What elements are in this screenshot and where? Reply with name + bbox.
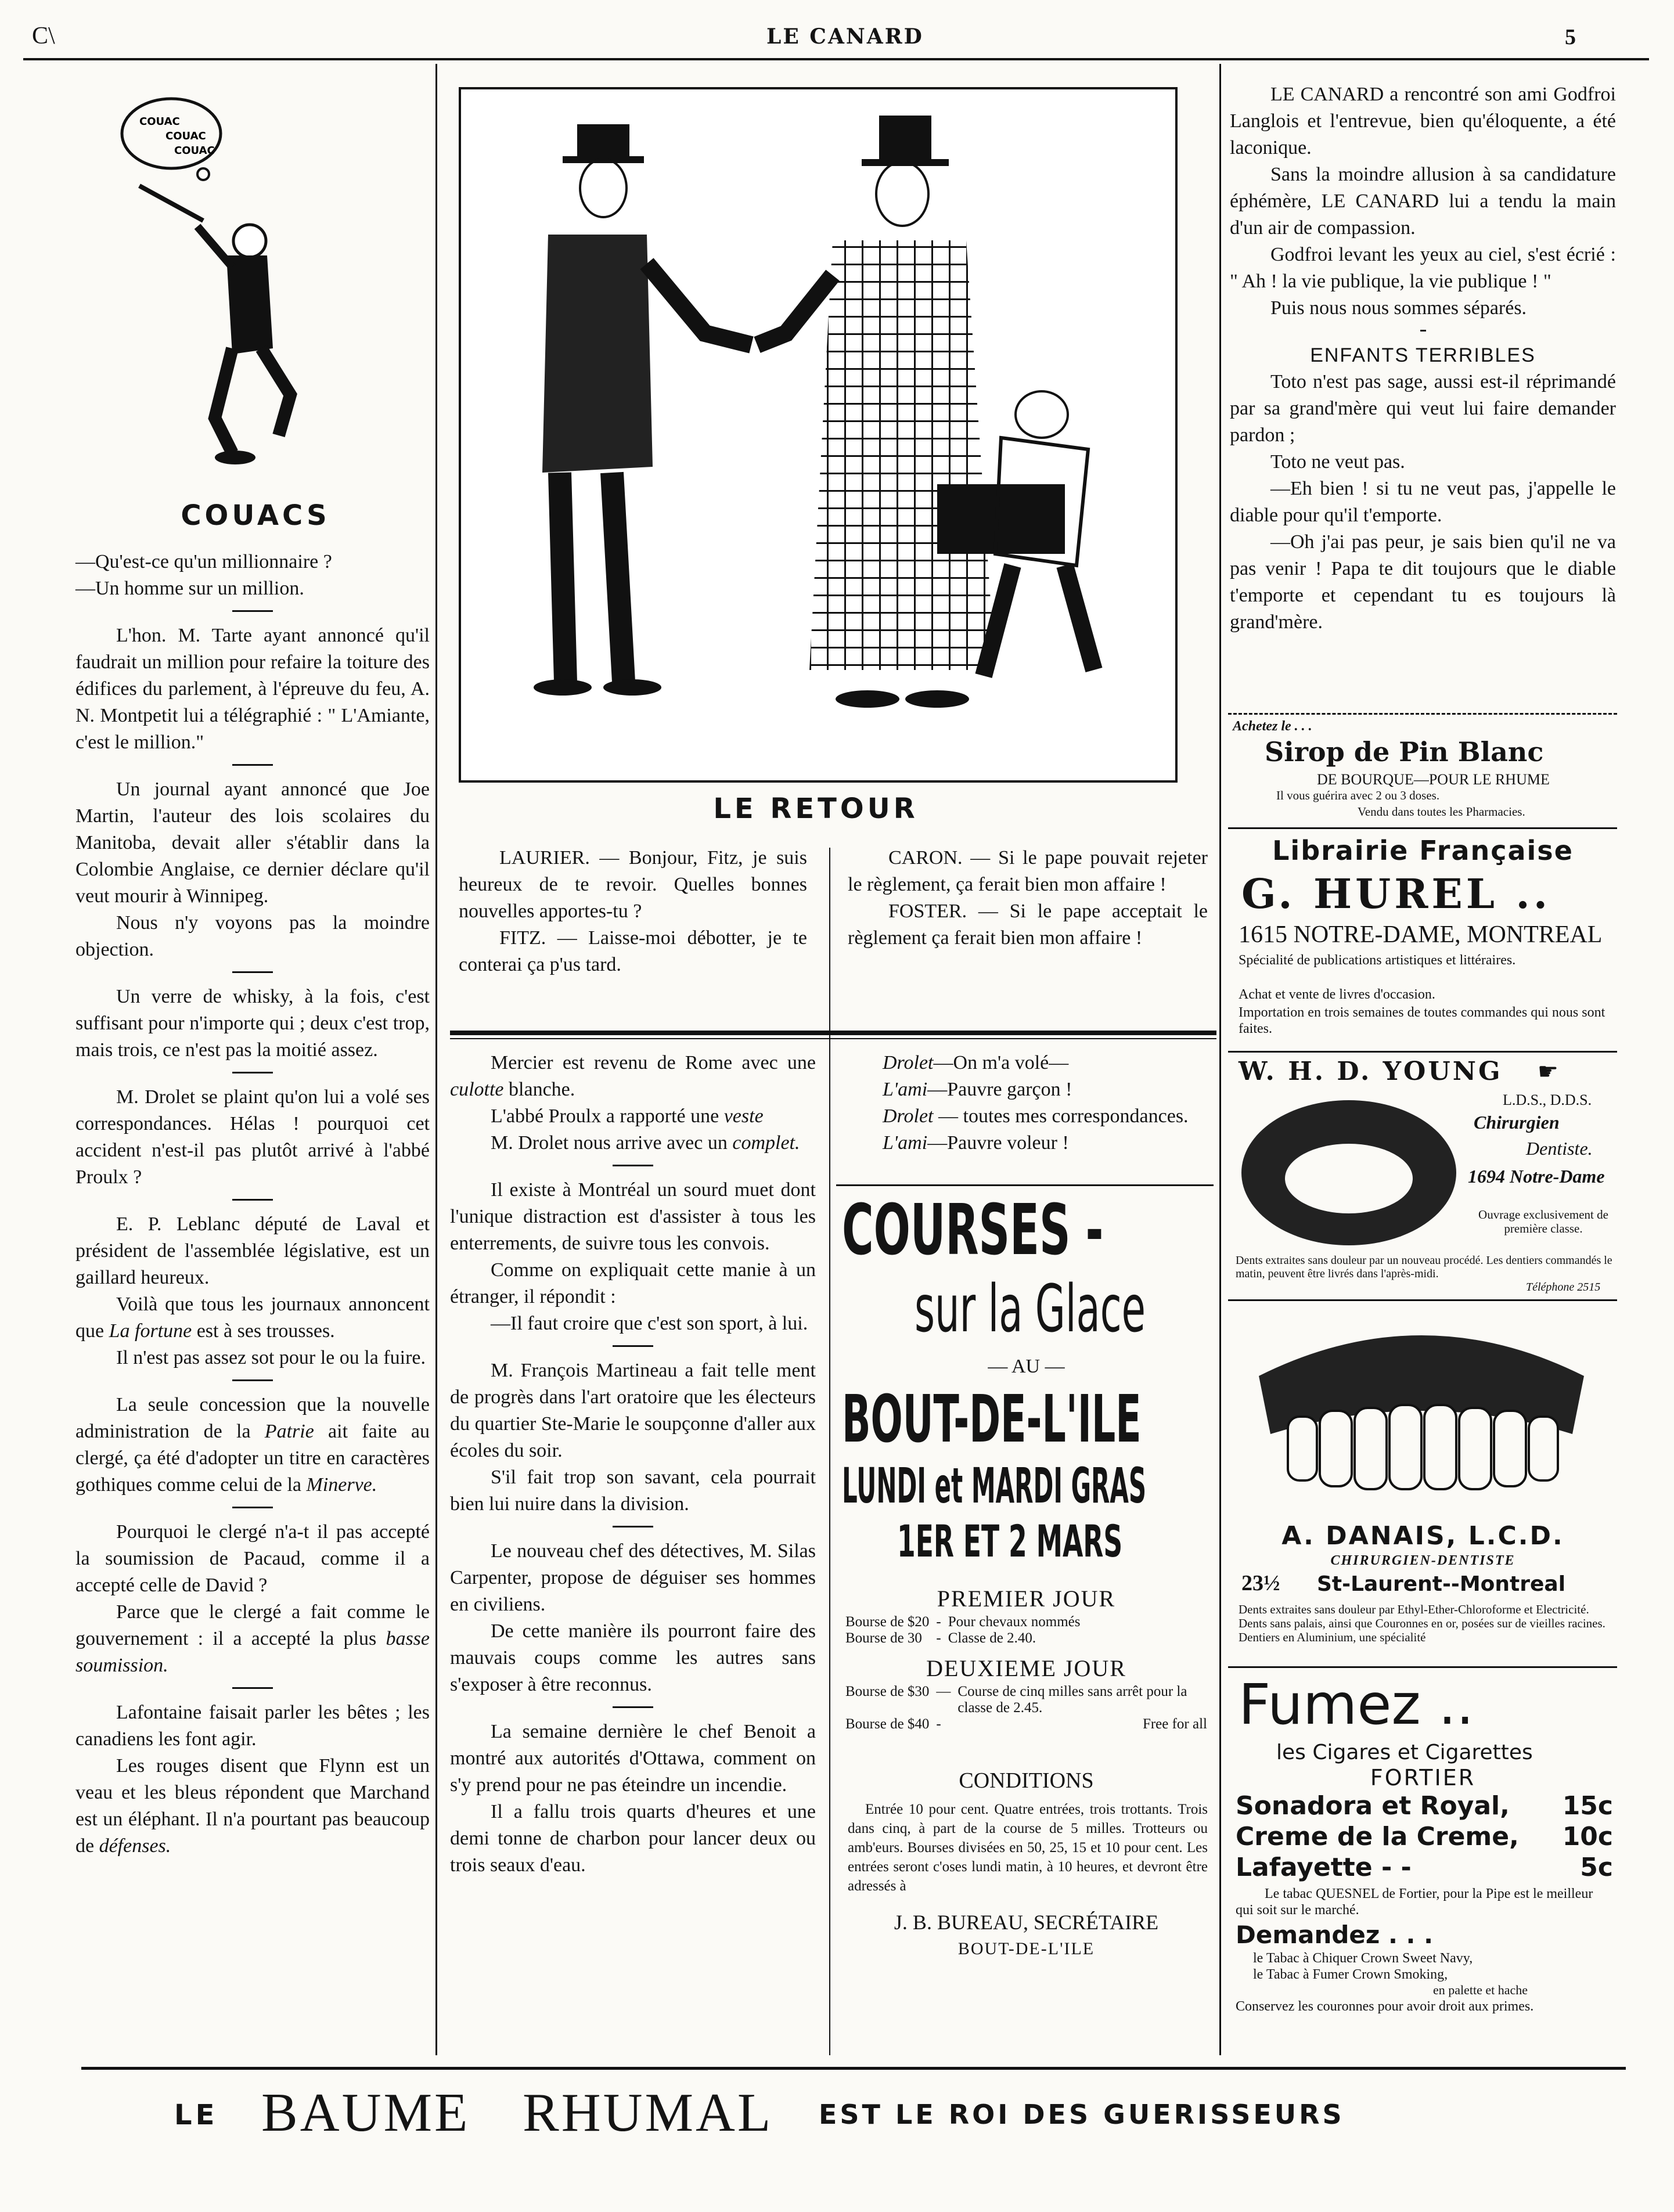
courses-au: — AU — — [988, 1356, 1065, 1377]
danais-name: A. DANAIS, L.C.D. — [1281, 1521, 1564, 1551]
col1-p19: Lafontaine faisait parler les bêtes ; les canadiens les font agir. — [75, 1702, 430, 1750]
col3-p0: LE CANARD a rencontré son ami Godfroi Langlois et l'entrevue, bien qu'éloquente, a été laconique. — [1230, 84, 1616, 158]
header-left-mark: C\ — [32, 23, 55, 49]
young-addr: 1694 Notre-Dame — [1468, 1166, 1605, 1187]
retour-bottom-rule-2 — [450, 1038, 1216, 1039]
young-deg: L.D.S., D.D.S. — [1503, 1091, 1592, 1108]
col1-p11: Il n'est pas assez sot pour le ou la fuire. — [116, 1347, 426, 1368]
young-ad — [1230, 1057, 1616, 1300]
courses-day1-title: PREMIER JOUR — [937, 1586, 1116, 1612]
col3-text — [1230, 81, 1616, 636]
fumez-sub: les Cigares et Cigarettes — [1276, 1741, 1533, 1764]
danais-t1: CHIRURGIEN-DENTISTE — [1330, 1553, 1515, 1568]
fumez-d2: le Tabac à Fumer Crown Smoking, — [1253, 1967, 1448, 1982]
courses-line2: sur la Glace — [915, 1271, 1146, 1347]
danais-num: 23½ — [1241, 1571, 1280, 1595]
couacs-cartoon — [116, 93, 348, 482]
retour-rule-mid — [829, 848, 830, 1022]
banner-rest: EST LE ROI DES GUERISSEURS — [819, 2099, 1345, 2130]
hurel-ad — [1230, 835, 1616, 1055]
courses-line4: LUNDI et MARDI GRAS — [842, 1457, 1147, 1514]
fumez-row-2: Creme de la Creme, 10c — [1236, 1822, 1613, 1851]
enfants-title: ENFANTS TERRIBLES — [1310, 344, 1536, 366]
young-name: W. H. D. YOUNG — [1239, 1057, 1503, 1086]
retour-caron: CARON. — Si le pape pouvait rejeter le règlement, ça ferait bien mon affaire ! — [848, 847, 1208, 895]
young-t2: Dentiste. — [1526, 1138, 1593, 1159]
col3-dashed-rule — [1228, 713, 1617, 715]
column-rule-1 — [435, 64, 437, 2055]
col2-p13: De cette manière ils pourront faire des mauvais coups comme les autres sans s'exposer à être reconnus. — [450, 1620, 816, 1695]
col1-p17: Parce que le clergé a fait comme le gouvernement : il a accepté la plus basse soumission. — [75, 1601, 430, 1676]
hurel-line1: Librairie Française — [1272, 835, 1574, 866]
retour-fitz: FITZ. — Laisse-moi débotter, je te conterai ça p'us tard. — [459, 927, 807, 975]
dialog-line-1: Drolet—On m'a volé— — [883, 1052, 1069, 1073]
teeth-illustration-2 — [1247, 1318, 1596, 1510]
hurel-t3: Importation en trois semaines de toutes commandes qui nous sont faites. — [1239, 1005, 1605, 1036]
fumez-brand: FORTIER — [1370, 1765, 1476, 1791]
col3-p2: Godfroi levant les yeux au ciel, s'est écrié : " Ah ! la vie publique, la vie publique ! " — [1230, 244, 1616, 292]
col2-p15: Il a fallu trois quarts d'heures et une demi tonne de charbon pour lancer deux ou trois seaux d'eau. — [450, 1801, 816, 1876]
col3-p3: Puis nous nous sommes séparés. — [1270, 297, 1527, 319]
young-t1: Chirurgien — [1474, 1112, 1560, 1133]
sirop-line1: DE BOURQUE—POUR LE RHUME — [1317, 771, 1550, 788]
col2-text — [450, 1050, 816, 1879]
day2-row: Bourse de $40 - Free for all — [845, 1716, 1207, 1732]
fumez-t2: Conservez les couronnes pour avoir droit aux primes. — [1236, 1999, 1534, 2014]
hurel-t1: Spécialité de publications artistiques et littéraires. — [1239, 953, 1516, 968]
col2-p0: Mercier est revenu de Rome avec une culotte blanche. — [450, 1052, 816, 1100]
retour-foster: FOSTER. — Si le pape acceptait le règlement ça ferait bien mon affaire ! — [848, 900, 1208, 949]
fumez-t1: Le tabac QUESNEL de Fortier, pour la Pipe est le meilleur qui soit sur le marché. — [1236, 1886, 1593, 1918]
col1-p6: M. Drolet se plaint qu'on lui a volé ses correspondances. Hélas ! pourquoi cet accident n'est-il pas plutôt arrivé à l'abbé Proulx ? — [75, 1086, 430, 1188]
col1-p0: —Qu'est-ce qu'un millionnaire ? — [75, 551, 332, 572]
courses-conditions-text: Entrée 10 pour cent. Quatre entrées, trois trottants. Trois dans cinq, à part de la course de 5 milles. Trotteurs ou amb'eurs. Bourses divisées en 50, 25, 15 et 10 pour cent. Les entrées seront c'oses lundi matin, à 10 heures, et devront être adressés à — [848, 1802, 1208, 1894]
col3-e3: —Oh j'ai pas peur, je sais bien qu'il ne va pas venir ! Papa te dit toujours que le diable t'emporte et cependant tu es toujours là grand'mère. — [1230, 531, 1616, 633]
courses-day1-table — [842, 1614, 1083, 1647]
teeth-illustration-1 — [1236, 1091, 1462, 1254]
dialog-line-2: L'ami—Pauvre garçon ! — [883, 1079, 1072, 1100]
fumez-title: Fumez .. — [1239, 1672, 1474, 1737]
fumez-d1: le Tabac à Chiquer Crown Sweet Navy, — [1253, 1951, 1473, 1966]
bubble-text-3: COUAC — [174, 145, 215, 157]
banner-baume: BAUME — [261, 2083, 470, 2143]
col2-p10: M. François Martineau a fait telle ment de progrès dans l'art oratoire que les électeurs du quartier Ste-Marie le soupçonne d'aller aux écoles du soir. — [450, 1360, 816, 1461]
page-number: 5 — [1565, 25, 1576, 49]
retour-illustration-frame — [459, 87, 1178, 783]
young-t4: Dents extraites sans douleur par un nouveau procédé. Les dentiers commandés le matin, peuvent être livrés dans l'après-midi. — [1236, 1254, 1612, 1280]
fumez-d3: en palette et hache — [1433, 1983, 1528, 1997]
day1-row: Bourse de $20 - Pour chevaux nommés — [845, 1614, 1081, 1630]
day2-row: Bourse de $30 — Course de cinq milles sans arrêt pour la classe de 2.45. — [845, 1684, 1187, 1716]
retour-right — [848, 845, 1208, 952]
col3-p1: Sans la moindre allusion à sa candidature éphémère, LE CANARD lui a tendu la main d'un air de compassion. — [1230, 164, 1616, 239]
retour-laurier: LAURIER. — Bonjour, Fitz, je suis heureux de te revoir. Quelles bonnes nouvelles apportes-tu ? — [459, 847, 807, 922]
courses-line5: 1ER ET 2 MARS — [897, 1515, 1123, 1567]
dialog-block — [842, 1050, 1208, 1157]
col2-p9: —Il faut croire que c'est son sport, à lui. — [491, 1313, 808, 1334]
col1-p5: Un verre de whisky, à la fois, c'est suffisant pour n'importe qui ; deux c'est trop, mais trois, ce n'est pas la moitié assez. — [75, 986, 430, 1061]
sirop-line2: Il vous guérira avec 2 ou 3 doses. — [1276, 788, 1440, 802]
banner-top-rule — [81, 2067, 1626, 2070]
sirop-rule — [1228, 827, 1617, 829]
col1-p4: Nous n'y voyons pas la moindre objection. — [75, 912, 430, 960]
sirop-ad — [1230, 719, 1616, 835]
column-rule-2 — [1219, 64, 1221, 2055]
col3-e0: Toto n'est pas sage, aussi est-il réprimandé par sa grand'mère qui veut lui faire demander pardon ; — [1230, 371, 1616, 446]
column-rule-mid — [829, 865, 830, 2055]
danais-addr: St-Laurent--Montreal — [1317, 1572, 1566, 1596]
danais-ad — [1230, 1306, 1616, 1644]
young-t3: Ouvrage exclusivement de première classe. — [1478, 1208, 1608, 1235]
col1-p16: Pourquoi le clergé n'a-t il pas accepté la soumission de Pacaud, comme il a accepté celle de David ? — [75, 1521, 430, 1596]
banner-le: LE — [174, 2099, 218, 2131]
fumez-ad — [1230, 1672, 1616, 2055]
retour-left — [459, 845, 807, 978]
banner-rhumal: RHUMAL — [523, 2083, 773, 2143]
sirop-lead: Achetez le . . . — [1233, 719, 1312, 734]
thought-bubble-dot — [197, 168, 209, 180]
retour-bottom-rule — [450, 1031, 1216, 1035]
hurel-address: 1615 NOTRE-DAME, MONTREAL — [1239, 921, 1603, 948]
courses-ad — [839, 1190, 1214, 2061]
header-rule — [23, 58, 1649, 60]
bubble-text-1: COUAC — [139, 116, 180, 128]
col1-p12: La seule concession que la nouvelle administration de la Patrie ait faite au clergé, ça été d'adopter un titre en caractères gothiques comme celui de la Minerve. — [75, 1394, 430, 1496]
day1-row: Bourse de 30 - Classe de 2.40. — [845, 1630, 1036, 1646]
retour-illustration — [461, 89, 1175, 780]
col2-p11: S'il fait trop son savant, cela pourrait bien lui nuire dans la division. — [450, 1467, 816, 1515]
young-rule — [1228, 1299, 1617, 1301]
courses-conditions-title: CONDITIONS — [959, 1768, 1094, 1793]
fumez-row-3: Lafayette - - 5c — [1236, 1853, 1613, 1882]
fumez-row-1: Sonadora et Royal, 15c — [1236, 1791, 1613, 1821]
col2-p5: M. Drolet nous arrive avec un complet. — [491, 1132, 800, 1154]
bubble-text-2: COUAC — [165, 130, 206, 142]
courses-day2-title: DEUXIEME JOUR — [926, 1655, 1126, 1681]
col2-p8: Comme on expliquait cette manie à un étranger, il répondit : — [450, 1259, 816, 1307]
danais-rule — [1228, 1666, 1617, 1668]
col3-e1: Toto ne veut pas. — [1270, 451, 1405, 473]
hurel-rule — [1228, 1051, 1617, 1053]
col1-p2: L'hon. M. Tarte ayant annoncé qu'il faudrait un million pour refaire la toiture des édifices du parlement, à l'épreuve du feu, A. N. Montpetit lui a télégraphié : " L'Amiante, c'est le million." — [75, 625, 430, 753]
hurel-name: G. HUREL .. — [1241, 870, 1551, 918]
courses-line1: COURSES - — [842, 1190, 1104, 1271]
courses-signature: J. B. BUREAU, SECRÉTAIRE — [894, 1911, 1159, 1934]
col1-p1: —Un homme sur un million. — [75, 578, 304, 599]
dialog-line-4: L'ami—Pauvre voleur ! — [883, 1132, 1069, 1154]
banner — [174, 2081, 1568, 2151]
hand-icon: ☛ — [1538, 1058, 1558, 1085]
courses-line3: BOUT-DE-L'ILE — [842, 1382, 1142, 1457]
retour-title: LE RETOUR — [713, 792, 919, 825]
courses-day2-table — [842, 1684, 1211, 1732]
fumez-demandez: Demandez . . . — [1236, 1921, 1434, 1949]
masthead-title: LE CANARD — [766, 24, 924, 49]
col1-text — [75, 549, 430, 1860]
col1-p3: Un journal ayant annoncé que Joe Martin, l'auteur des lois scolaires du Manitoba, devait aller s'établir dans la Colombie Anglaise, ce dernier déclare qu'il veut mourir à Winnipeg. — [75, 779, 430, 907]
col2-p12: Le nouveau chef des détectives, M. Silas Carpenter, propose de déguiser ses hommes en civiliens. — [450, 1540, 816, 1615]
col1-p7: E. P. Leblanc député de Laval et président de l'assemblée législative, est un gaillard heureux. — [75, 1213, 430, 1288]
sirop-name: Sirop de Pin Blanc — [1265, 736, 1544, 768]
danais-t2: Dents extraites sans douleur par Ethyl-Ether-Chloroforme et Electricité. Dents sans palais, ainsi que Couronnes en or, posées sur de vieilles racines. Dentiers en Aluminium, une spécialité — [1239, 1602, 1605, 1644]
col2-p14: La semaine dernière le chef Benoit a montré aux autorités d'Ottawa, comment on s'y prend pour ne pas éteindre un incendie. — [450, 1721, 816, 1796]
col1-p20: Les rouges disent que Flynn est un veau et les bleus répondent que Marchand est un éléphant. Il n'a pourtant pas beaucoup de défenses. — [75, 1755, 430, 1857]
couacs-title: COUACS — [181, 499, 330, 532]
col3-e2: —Eh bien ! si tu ne veut pas, j'appelle le diable pour qu'il t'emporte. — [1230, 478, 1616, 526]
dialog-line-3: Drolet — toutes mes correspondances. — [883, 1105, 1189, 1127]
col2-p3: L'abbé Proulx a rapporté une veste — [491, 1105, 764, 1127]
dialog-rule — [836, 1184, 1214, 1186]
courses-place: BOUT-DE-L'ILE — [957, 1939, 1095, 1958]
hurel-t2: Achat et vente de livres d'occasion. — [1239, 987, 1435, 1002]
col1-p8: Voilà que tous les journaux annoncent que La fortune est à ses trousses. — [75, 1294, 430, 1342]
young-tel: Téléphone 2515 — [1526, 1281, 1601, 1294]
col2-p7: Il existe à Montréal un sourd muet dont l'unique distraction est d'assister à tous les enterrements, de suivre tous les convois. — [450, 1179, 816, 1254]
sirop-line3: Vendu dans toutes les Pharmacies. — [1358, 805, 1525, 819]
